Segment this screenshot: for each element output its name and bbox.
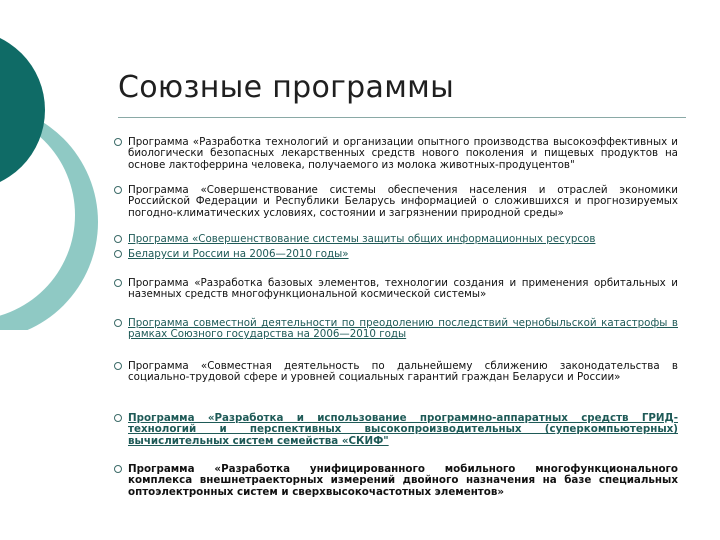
item-text: Программа «Разработка технологий и организации опытного производства высокоэффективных и биологически безопасных лекарственных средств нового поколения и пищевых продуктов на основе лактоферрина человека, получаемого из молока животных-продуцентов" bbox=[128, 136, 678, 171]
item-link-text[interactable]: Программа совместной деятельности по преодолению последствий чернобыльской катастрофы в рамках Союзного государства на 2006—2010 годы bbox=[128, 317, 678, 341]
bullet-icon bbox=[114, 465, 122, 473]
slide-title: Союзные программы bbox=[118, 70, 455, 105]
bullet-icon bbox=[114, 186, 122, 194]
item-text: Программа «Совершенствование системы обеспечения населения и отраслей экономики Российской Федерации и Республики Беларусь информацией о сложившихся и прогнозируемых погодно-климатических условиях, состоянии и загрязнении природной среды» bbox=[128, 184, 678, 219]
bullet-icon bbox=[114, 250, 122, 258]
title-divider bbox=[118, 117, 686, 118]
item-link-text[interactable]: Беларуси и России на 2006—2010 годы» bbox=[128, 248, 349, 260]
item-link-text[interactable]: Программа «Совершенствование системы защиты общих информационных ресурсов bbox=[128, 233, 596, 245]
bullet-icon bbox=[114, 414, 122, 422]
bullet-icon bbox=[114, 235, 122, 243]
item-text: Программа «Разработка унифицированного мобильного многофункционального комплекса внешнетраекторных измерений двойного назначения на базе специальных оптоэлектронных систем и сверхвысокочастотных элементов» bbox=[128, 463, 678, 498]
bullet-icon bbox=[114, 362, 122, 370]
bullet-icon bbox=[114, 279, 122, 287]
bullet-icon bbox=[114, 319, 122, 327]
bullet-icon bbox=[114, 138, 122, 146]
item-link-text[interactable]: Программа «Разработка и использование программно-аппаратных средств ГРИД-технологий и перспективных высокопроизводительных (суперкомпьютерных) вычислительных систем семейства «СКИФ" bbox=[128, 412, 678, 447]
item-text: Программа «Совместная деятельность по дальнейшему сближению законодательства в социально-трудовой сфере и уровней социальных гарантий граждан Беларуси и России» bbox=[128, 360, 678, 384]
item-text: Программа «Разработка базовых элементов, технологии создания и применения орбитальных и наземных средств многофункциональной космической системы» bbox=[128, 277, 678, 301]
decorative-circles bbox=[0, 0, 120, 330]
